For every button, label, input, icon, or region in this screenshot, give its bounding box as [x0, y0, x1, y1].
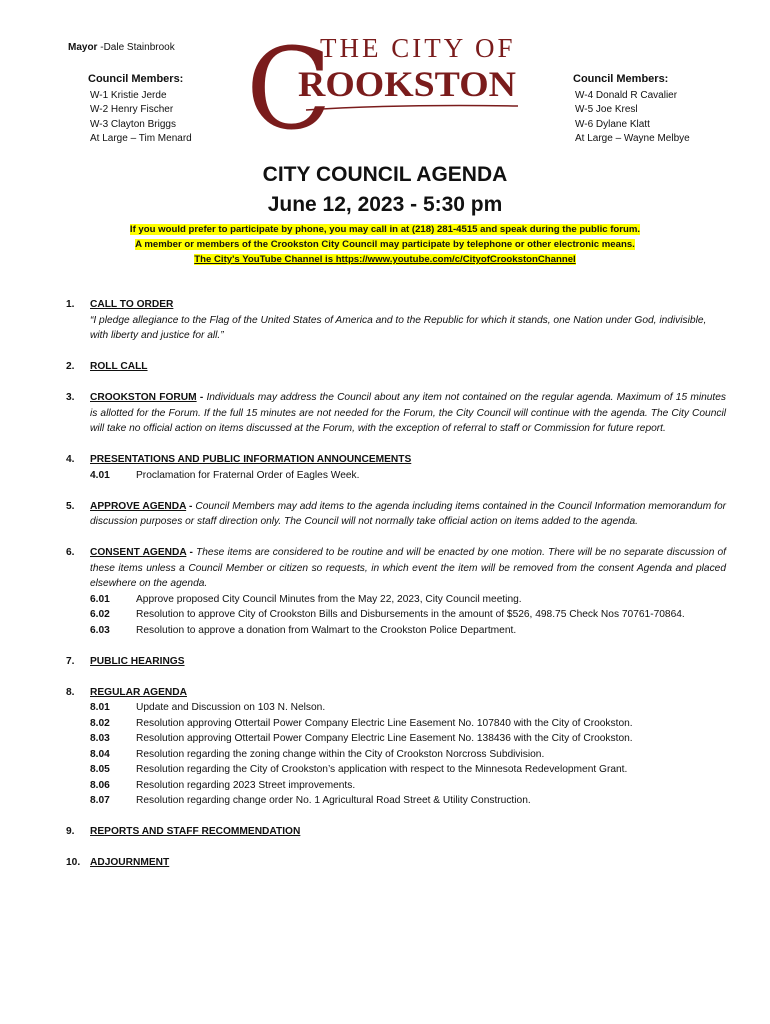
sub-item: [90, 623, 726, 639]
item-number: 2.: [66, 361, 75, 372]
sub-item: [90, 762, 726, 778]
item-number: 8.: [66, 686, 75, 698]
sub-item-number: 4.01: [90, 469, 110, 481]
agenda-title: CITY COUNCIL AGENDA: [262, 163, 508, 186]
item-separator: -: [186, 547, 197, 558]
agenda-date: June 12, 2023 - 5:30 pm: [267, 193, 503, 216]
sub-item-text: Resolution approving Ottertail Power Company Electric Line Easement No. 138436 with the City of Crookston.: [136, 733, 633, 744]
sub-item-text: Proclamation for Fraternal Order of Eagles Week.: [136, 469, 360, 481]
sub-item-text: Approve proposed City Council Minutes from the May 22, 2023, City Council meeting.: [136, 593, 522, 605]
sub-item: [90, 607, 726, 623]
agenda-item-consent-agenda: [66, 545, 726, 638]
sub-item-number: 8.07: [90, 795, 110, 806]
sub-item: [90, 700, 726, 716]
council-member: W-2 Henry Fischer: [90, 104, 174, 115]
sub-item: [90, 793, 726, 809]
sub-item-text: Resolution regarding the zoning change within the City of Crookston Norcross Subdivision.: [136, 748, 545, 760]
sub-item-number: 8.02: [90, 717, 110, 729]
agenda-item-call-to-order: [66, 297, 726, 344]
sub-item-text: Resolution approving Ottertail Power Company Electric Line Easement No. 107840 with the City of Crookston.: [136, 717, 633, 729]
agenda-item-presentations: [66, 452, 726, 483]
sub-item-number: 8.03: [90, 733, 110, 744]
sub-item-number: 8.06: [90, 779, 110, 791]
mayor-name: -Dale Stainbrook: [100, 42, 175, 53]
item-description: Individuals may address the Council about any item not contained on the regular agenda. Maximum of 15 minutes is allotted for the Forum. If the full 15 minutes are not needed for the Forum, the City Council will continue with the agenda. The City Council will take no official action on items discussed at the Forum, with the exception of referral to staff or Commission for future report.: [90, 392, 726, 434]
council-heading-left: Council Members:: [88, 73, 184, 85]
sub-item-text: Resolution regarding the City of Crookston’s application with respect to the Minnesota Redevelopment Grant.: [136, 764, 628, 775]
sub-item: [90, 468, 726, 484]
agenda-item-reports: [66, 824, 726, 840]
council-member: W-1 Kristie Jerde: [90, 89, 167, 101]
sub-item: [90, 716, 726, 732]
city-logo: [246, 30, 521, 140]
item-number: 3.: [66, 392, 75, 403]
item-heading: PRESENTATIONS AND PUBLIC INFORMATION ANNOUNCEMENTS: [90, 454, 412, 465]
item-heading: PUBLIC HEARINGS: [90, 655, 185, 667]
sub-item-text: Resolution regarding 2023 Street improvements.: [136, 779, 356, 791]
item-number: 10.: [66, 857, 81, 868]
council-heading-right: Council Members:: [573, 73, 669, 85]
logo-swoosh: [306, 106, 518, 111]
sub-item: [90, 731, 726, 747]
mayor-label: Mayor: [68, 42, 98, 53]
agenda-item-public-hearings: [66, 654, 726, 670]
council-member: At Large – Tim Menard: [90, 133, 192, 144]
sub-item: [90, 592, 726, 608]
logo-big-c: C: [246, 30, 332, 140]
sub-item: [90, 747, 726, 763]
sub-item-text: Resolution to approve a donation from Walmart to the Crookston Police Department.: [136, 624, 517, 636]
item-heading: REPORTS AND STAFF RECOMMENDATION: [90, 826, 301, 837]
logo-line2: ROOKSTON: [298, 64, 516, 104]
council-member: At Large – Wayne Melbye: [575, 133, 690, 144]
agenda-item-adjournment: [66, 855, 726, 871]
sub-item-text: Update and Discussion on 103 N. Nelson.: [136, 702, 326, 713]
item-number: 9.: [66, 826, 75, 837]
sub-item-number: 6.01: [90, 593, 110, 605]
item-description: “I pledge allegiance to the Flag of the United States of America and to the Republic for which it stands, one Nation under God, indivisible, with liberty and justice for all.”: [90, 314, 707, 341]
participation-notice: [0, 222, 770, 267]
item-description: Council Members may add items to the agenda including items contained in the Council Information memorandum for discussion purposes or staff direction only. The Council will not normally take official action on items added to the agenda.: [90, 500, 727, 527]
item-separator: -: [186, 500, 196, 512]
item-heading: APPROVE AGENDA: [90, 500, 187, 512]
notice-phone: If you would prefer to participate by phone, you may call in at (218) 281-4515 and speak during the public forum.: [129, 224, 641, 235]
agenda-list: [66, 297, 726, 886]
council-member: W-3 Clayton Briggs: [90, 118, 176, 130]
agenda-item-forum: [66, 390, 726, 437]
council-members-left: [88, 72, 192, 147]
sub-item-number: 8.01: [90, 702, 110, 713]
item-heading: CALL TO ORDER: [90, 299, 174, 310]
notice-youtube-link[interactable]: The City's YouTube Channel is https://www.youtube.com/c/CityofCrookstonChannel: [194, 254, 576, 265]
item-heading: CONSENT AGENDA: [90, 547, 187, 558]
item-number: 4.: [66, 454, 75, 465]
sub-item: [90, 778, 726, 794]
council-member: W-5 Joe Kresl: [575, 104, 638, 115]
agenda-item-regular-agenda: [66, 685, 726, 809]
item-number: 5.: [66, 500, 75, 512]
item-description: These items are considered to be routine and will be enacted by one motion. There will be no separate discussion of these items unless a Council Member or citizen so requests, in which event the item will be removed from the consent Agenda and placed elsewhere on the agenda.: [90, 547, 726, 589]
sub-item-number: 6.03: [90, 624, 110, 636]
sub-item-number: 8.05: [90, 764, 110, 775]
item-number: 6.: [66, 547, 75, 558]
item-number: 1.: [66, 299, 75, 310]
item-number: 7.: [66, 655, 75, 667]
item-heading: CROOKSTON FORUM: [90, 392, 197, 403]
item-heading: ROLL CALL: [90, 361, 148, 372]
sub-item-text: Resolution to approve City of Crookston Bills and Disbursements in the amount of $526, 498.75 Check Nos 70761-70864.: [136, 609, 685, 620]
agenda-item-approve-agenda: [66, 499, 726, 530]
item-separator: -: [196, 392, 207, 403]
notice-electronic: A member or members of the Crookston City Council may participate by telephone or other electronic means.: [135, 239, 635, 250]
sub-item-text: Resolution regarding change order No. 1 Agricultural Road Street & Utility Construction.: [136, 795, 531, 806]
council-member: W-4 Donald R Cavalier: [575, 89, 678, 101]
agenda-item-roll-call: [66, 359, 726, 375]
council-member: W-6 Dylane Klatt: [575, 118, 650, 130]
sub-item-number: 8.04: [90, 748, 110, 760]
mayor-line: [68, 42, 175, 53]
logo-line1: THE CITY OF: [320, 33, 516, 63]
item-heading: REGULAR AGENDA: [90, 686, 187, 698]
item-heading: ADJOURNMENT: [90, 857, 170, 868]
council-members-right: [573, 72, 690, 147]
sub-item-number: 6.02: [90, 609, 110, 620]
council-list-left: [88, 89, 192, 147]
council-list-right: [573, 89, 690, 147]
